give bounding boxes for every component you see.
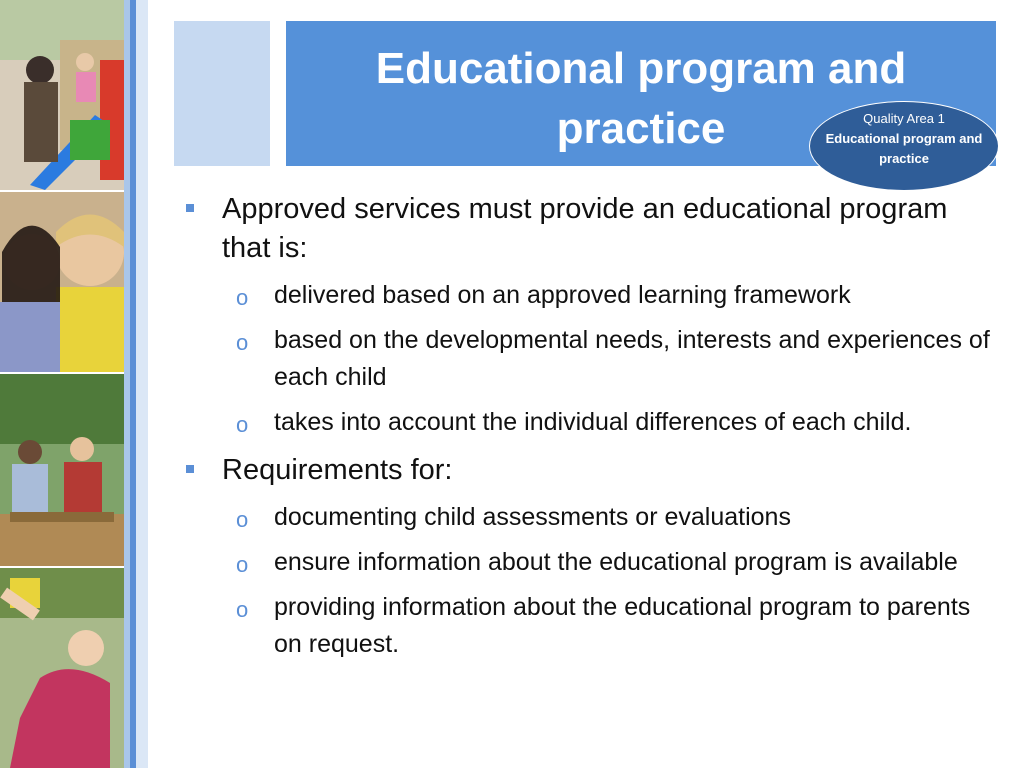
bullet-item bbox=[180, 190, 1000, 268]
circle-bullet-icon: o bbox=[236, 552, 249, 577]
slide-body bbox=[180, 190, 1000, 671]
title-accent-block bbox=[174, 21, 270, 166]
photo-children-playing bbox=[0, 568, 124, 768]
badge-line2: Educational program and practice bbox=[825, 131, 983, 166]
circle-bullet-icon: o bbox=[236, 412, 249, 437]
bullet-text: Approved services must provide an educational program that is: bbox=[222, 193, 948, 264]
square-bullet-icon bbox=[186, 465, 194, 473]
sub-bullet-item bbox=[180, 322, 1000, 396]
sub-bullet-text: based on the developmental needs, interests and experiences of each child bbox=[274, 326, 990, 391]
sub-bullet-item bbox=[180, 404, 1000, 441]
photo-playground-slide bbox=[0, 0, 124, 190]
badge-line1: Quality Area 1 bbox=[863, 111, 945, 126]
bullet-text: Requirements for: bbox=[222, 454, 453, 486]
sub-bullet-text: ensure information about the educational program is available bbox=[274, 548, 958, 576]
sub-bullet-text: takes into account the individual differences of each child. bbox=[274, 408, 912, 436]
sub-bullet-text: providing information about the educational program to parents on request. bbox=[274, 593, 971, 658]
circle-bullet-icon: o bbox=[236, 330, 249, 355]
circle-bullet-icon: o bbox=[236, 597, 249, 622]
sub-bullet-item bbox=[180, 589, 1000, 663]
quality-area-badge bbox=[809, 101, 999, 191]
photo-children-bench bbox=[0, 374, 124, 566]
sub-bullet-item bbox=[180, 277, 1000, 314]
photo-children-whisper bbox=[0, 192, 124, 372]
photo-strip bbox=[0, 0, 124, 768]
sub-bullet-item bbox=[180, 544, 1000, 581]
sub-bullet-text: delivered based on an approved learning framework bbox=[274, 281, 851, 309]
sub-bullet-item bbox=[180, 499, 1000, 536]
bullet-item bbox=[180, 451, 1000, 490]
sub-bullet-text: documenting child assessments or evaluations bbox=[274, 503, 791, 531]
square-bullet-icon bbox=[186, 204, 194, 212]
circle-bullet-icon: o bbox=[236, 507, 249, 532]
circle-bullet-icon: o bbox=[236, 285, 249, 310]
slide-title: Educational program and practice bbox=[375, 44, 907, 153]
accent-stripe bbox=[136, 0, 148, 768]
